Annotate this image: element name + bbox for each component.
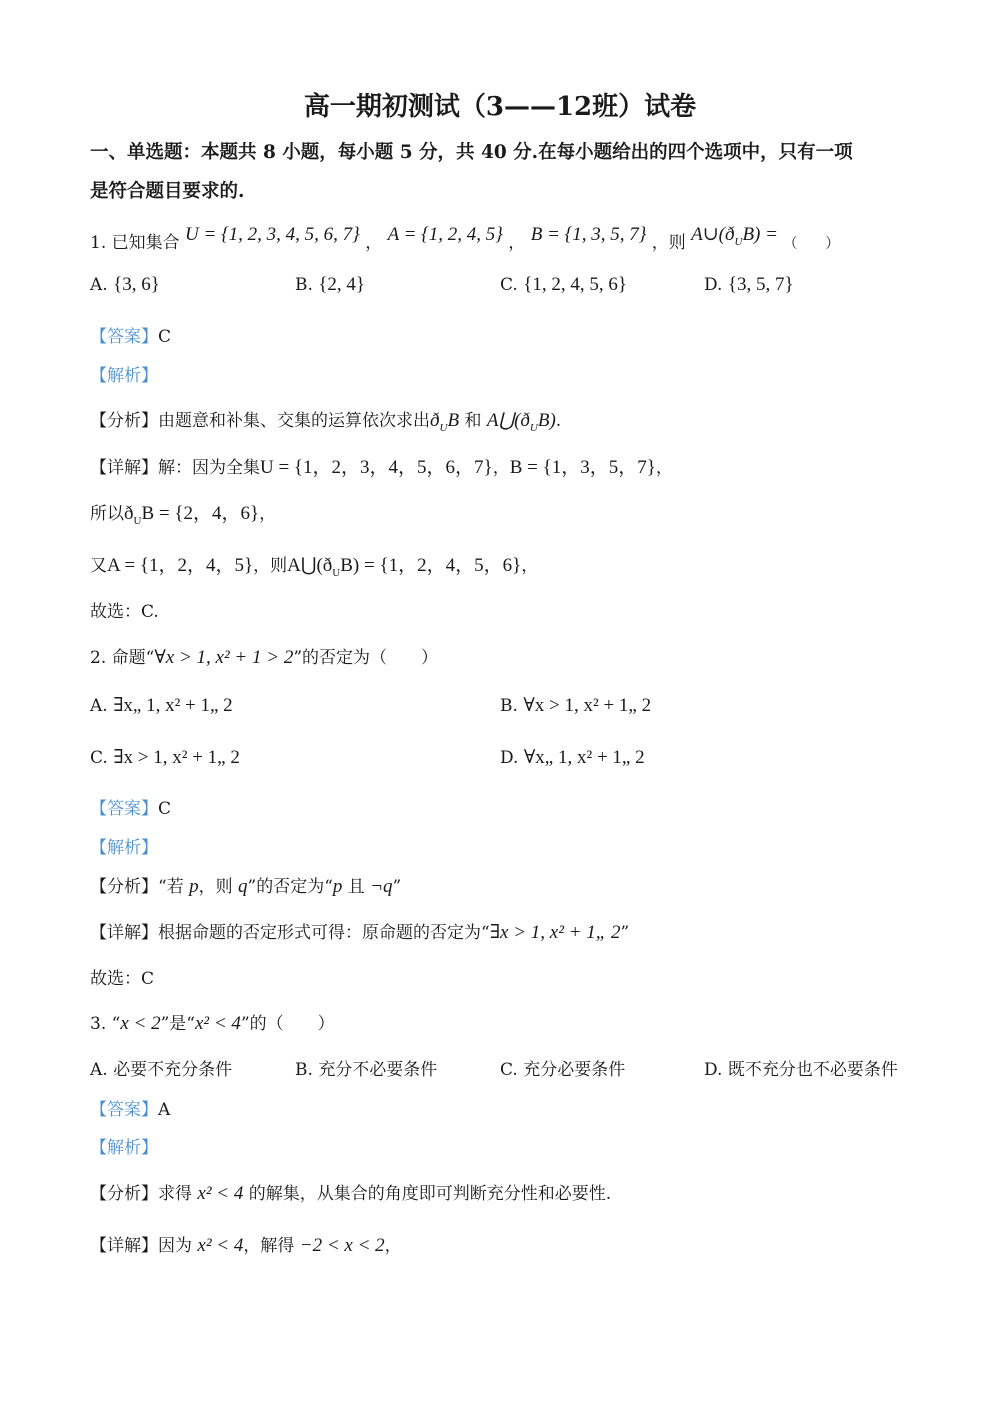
q2-stem (90, 643, 438, 669)
q2-option-a-value: ∃x„ 1, x² + 1„ 2 (113, 695, 233, 716)
q1-fenxi-m1-sub: U (439, 421, 448, 434)
q1-xiangjie-end: ， (655, 458, 673, 478)
q3-fenxi-b: 的解集，从集合的角度即可判断充分性和必要性. (243, 1184, 612, 1204)
q1-option-c-label: C. (500, 275, 518, 295)
q3-stem-mid: ”是“ (160, 1014, 195, 1034)
q1-you-line (90, 550, 538, 579)
q1-stem-prefix: 1. 已知集合 (90, 233, 180, 253)
q3-option-d (704, 1055, 898, 1080)
q2-answer-line (90, 794, 171, 819)
q1-fenxi-m1-tail: B (447, 410, 460, 431)
q1-set-a: A = {1, 2, 4, 5} (387, 224, 503, 245)
q2-fenxi-p2: p (332, 876, 343, 897)
q2-xiangjie-end: ” (620, 923, 630, 943)
q1-choose: 故选：C. (90, 602, 159, 622)
q2-fenxi-nq: ¬q (370, 876, 393, 897)
q1-fenxi-text2: 和 (459, 411, 487, 431)
q3-stem-suffix: ”的（ ） (240, 1014, 335, 1034)
q1-xiangjie-tag: 【详解】 (90, 458, 158, 478)
section-heading-line2: 是符合题目要求的. (90, 181, 245, 202)
q1-suoyi-sub: U (133, 514, 142, 527)
q1-fenxi-tag: 【分析】 (90, 411, 158, 431)
q2-xiangjie-tag: 【详解】 (90, 923, 158, 943)
q2-xiangjie-text: 根据命题的否定形式可得：原命题的否定为“ (158, 923, 490, 943)
q1-suoyi-tail: B = {2，4，6} (141, 503, 260, 524)
q3-xiangjie-m1: x² < 4 (197, 1235, 244, 1256)
q3-answer-line (90, 1095, 170, 1120)
q2-fenxi-b: ，则 (198, 877, 239, 897)
q1-fenxi-m2-sub: U (529, 421, 538, 434)
q3-fenxi-m: x² < 4 (197, 1183, 244, 1204)
q1-fenxi-end: . (555, 411, 562, 431)
q3-stem (90, 1009, 335, 1035)
q1-expr-head: A∪(ð (691, 224, 735, 245)
q1-xiangjie-mid: ， (492, 458, 510, 478)
q3-xiangjie-b: ，解得 (243, 1236, 300, 1256)
q3-fenxi-line (90, 1179, 611, 1205)
q1-option-b (295, 274, 365, 296)
q1-option-d-label: D. (704, 275, 723, 295)
q1-expr-sub: U (734, 235, 743, 248)
q1-fenxi-m2: A⋃(ð (486, 410, 530, 431)
q1-expr-tail: B) = (742, 224, 778, 245)
q2-option-b-value: ∀x > 1, x² + 1„ 2 (523, 695, 652, 716)
q2-choose: 故选：C (90, 969, 155, 989)
q2-option-b (500, 694, 651, 717)
page-title: 高一期初测试（3——12班）试卷 (303, 92, 697, 122)
q1-option-d-value: {3, 5, 7} (727, 274, 794, 295)
q2-option-d-value: ∀x„ 1, x² + 1„ 2 (523, 747, 645, 768)
q3-option-c (500, 1055, 625, 1080)
q3-xiangjie-tag: 【详解】 (90, 1236, 158, 1256)
q1-you-tail: B) = {1，2，4，5，6} (340, 555, 522, 576)
q2-stem-math: ∀x > 1, x² + 1 > 2 (154, 647, 294, 668)
q3-option-c-label: C. (500, 1060, 518, 1080)
q3-option-d-value: 既不充分也不必要条件 (727, 1060, 898, 1080)
q2-option-c-label: C. (90, 748, 108, 768)
q1-option-a (90, 274, 160, 296)
q2-fenxi-q: q (238, 876, 248, 897)
q1-answer-line (90, 322, 171, 347)
q1-fenxi-m1: ð (430, 410, 440, 431)
q1-suoyi-m: ð (124, 503, 134, 524)
q1-you-then: ，则 (253, 556, 288, 576)
q3-option-b-label: B. (295, 1060, 313, 1080)
section-heading-line1: 一、单选题：本题共 8 小题，每小题 5 分，共 40 分.在每小题给出的四个选项中，只有一项 (90, 142, 853, 163)
q1-answer-paren: （ ） (783, 236, 840, 252)
q1-option-b-value: {2, 4} (318, 274, 366, 295)
q2-option-c-value: ∃x > 1, x² + 1„ 2 (113, 747, 240, 768)
q1-option-b-label: B. (295, 275, 313, 295)
q1-you-prefix: 又 (90, 556, 107, 576)
q2-stem-suffix: ”的否定为（ ） (293, 648, 439, 668)
q1-you-expr: A⋃(ð (287, 555, 333, 576)
q2-answer-value: C (158, 799, 172, 819)
q1-option-d (704, 274, 794, 296)
q3-option-b (295, 1055, 437, 1080)
q2-fenxi-line (90, 872, 401, 898)
q1-xiangjie-line (90, 452, 673, 479)
q1-comma2: ， (508, 233, 526, 253)
q3-option-a-label: A. (90, 1060, 108, 1080)
q2-answer-tag: 【答案】 (90, 799, 158, 819)
q1-xiangjie-text: 解：因为全集 (158, 458, 260, 478)
q1-answer-tag: 【答案】 (90, 327, 158, 347)
q3-xiangjie-c: ， (384, 1236, 402, 1256)
q1-option-c (500, 274, 627, 296)
q2-fenxi-a: “若 (158, 877, 190, 897)
q2-option-a-label: A. (90, 696, 108, 716)
q1-fenxi-line (90, 406, 561, 434)
q1-then: ，则 (651, 233, 686, 253)
q1-fenxi-m2-tail: B) (537, 410, 556, 431)
q3-option-d-label: D. (704, 1060, 723, 1080)
q3-fenxi-tag: 【分析】 (90, 1184, 158, 1204)
q1-suoyi-prefix: 所以 (90, 504, 124, 524)
q2-analysis-tag: 【解析】 (90, 838, 158, 858)
q1-expression (691, 224, 778, 248)
q3-answer-tag: 【答案】 (90, 1100, 158, 1120)
q1-option-a-value: {3, 6} (113, 274, 160, 295)
q3-xiangjie-m2: −2 < x < 2 (299, 1235, 385, 1256)
q3-option-b-value: 充分不必要条件 (318, 1060, 438, 1080)
q3-fenxi-a: 求得 (158, 1184, 198, 1204)
q1-xiangjie-b: B = {1，3，5，7} (509, 457, 656, 478)
q3-xiangjie-line (90, 1231, 402, 1257)
q1-xiangjie-u: U = {1，2，3，4，5，6，7} (260, 457, 493, 478)
q1-set-u: U = {1, 2, 3, 4, 5, 6, 7} (185, 224, 360, 245)
q1-option-c-value: {1, 2, 4, 5, 6} (523, 274, 627, 295)
q1-set-b: B = {1, 3, 5, 7} (530, 224, 647, 245)
q2-option-b-label: B. (500, 696, 518, 716)
q1-you-sub: U (332, 566, 341, 579)
q2-xiangjie-math: ∃x > 1, x² + 1„ 2 (489, 922, 621, 943)
q2-fenxi-tag: 【分析】 (90, 877, 158, 897)
q1-stem (90, 224, 840, 256)
q3-answer-value: A (158, 1100, 171, 1120)
q2-option-d (500, 746, 645, 769)
q3-analysis-tag: 【解析】 (90, 1138, 158, 1158)
q2-fenxi-c: ”的否定为“ (247, 877, 333, 897)
q3-option-a (90, 1055, 232, 1080)
q2-option-a (90, 694, 233, 717)
q3-option-a-value: 必要不充分条件 (113, 1060, 233, 1080)
q3-option-c-value: 充分必要条件 (523, 1060, 626, 1080)
q1-analysis-tag: 【解析】 (90, 366, 158, 386)
q3-xiangjie-a: 因为 (158, 1236, 198, 1256)
q2-option-c (90, 746, 240, 769)
q1-you-end: ， (521, 556, 539, 576)
q1-answer-value: C (158, 327, 172, 347)
q1-comma1: ， (365, 233, 383, 253)
q1-option-a-label: A. (90, 275, 108, 295)
q2-xiangjie-line (90, 918, 629, 944)
q2-option-d-label: D. (500, 748, 519, 768)
q1-fenxi-text1: 由题意和补集、交集的运算依次求出 (158, 411, 430, 431)
q2-fenxi-d: 且 (342, 877, 371, 897)
q1-you-a: A = {1，2，4，5} (107, 555, 254, 576)
q2-stem-prefix: 2. 命题“ (90, 648, 155, 668)
q1-suoyi-end: ， (259, 504, 277, 524)
q3-stem-m2: x² < 4 (194, 1013, 241, 1034)
q3-stem-prefix: 3. “ (90, 1014, 121, 1034)
q2-fenxi-e: ” (392, 877, 402, 897)
q2-fenxi-p: p (189, 876, 199, 897)
q3-stem-m1: x < 2 (120, 1013, 161, 1034)
q1-suoyi-line (90, 498, 276, 527)
